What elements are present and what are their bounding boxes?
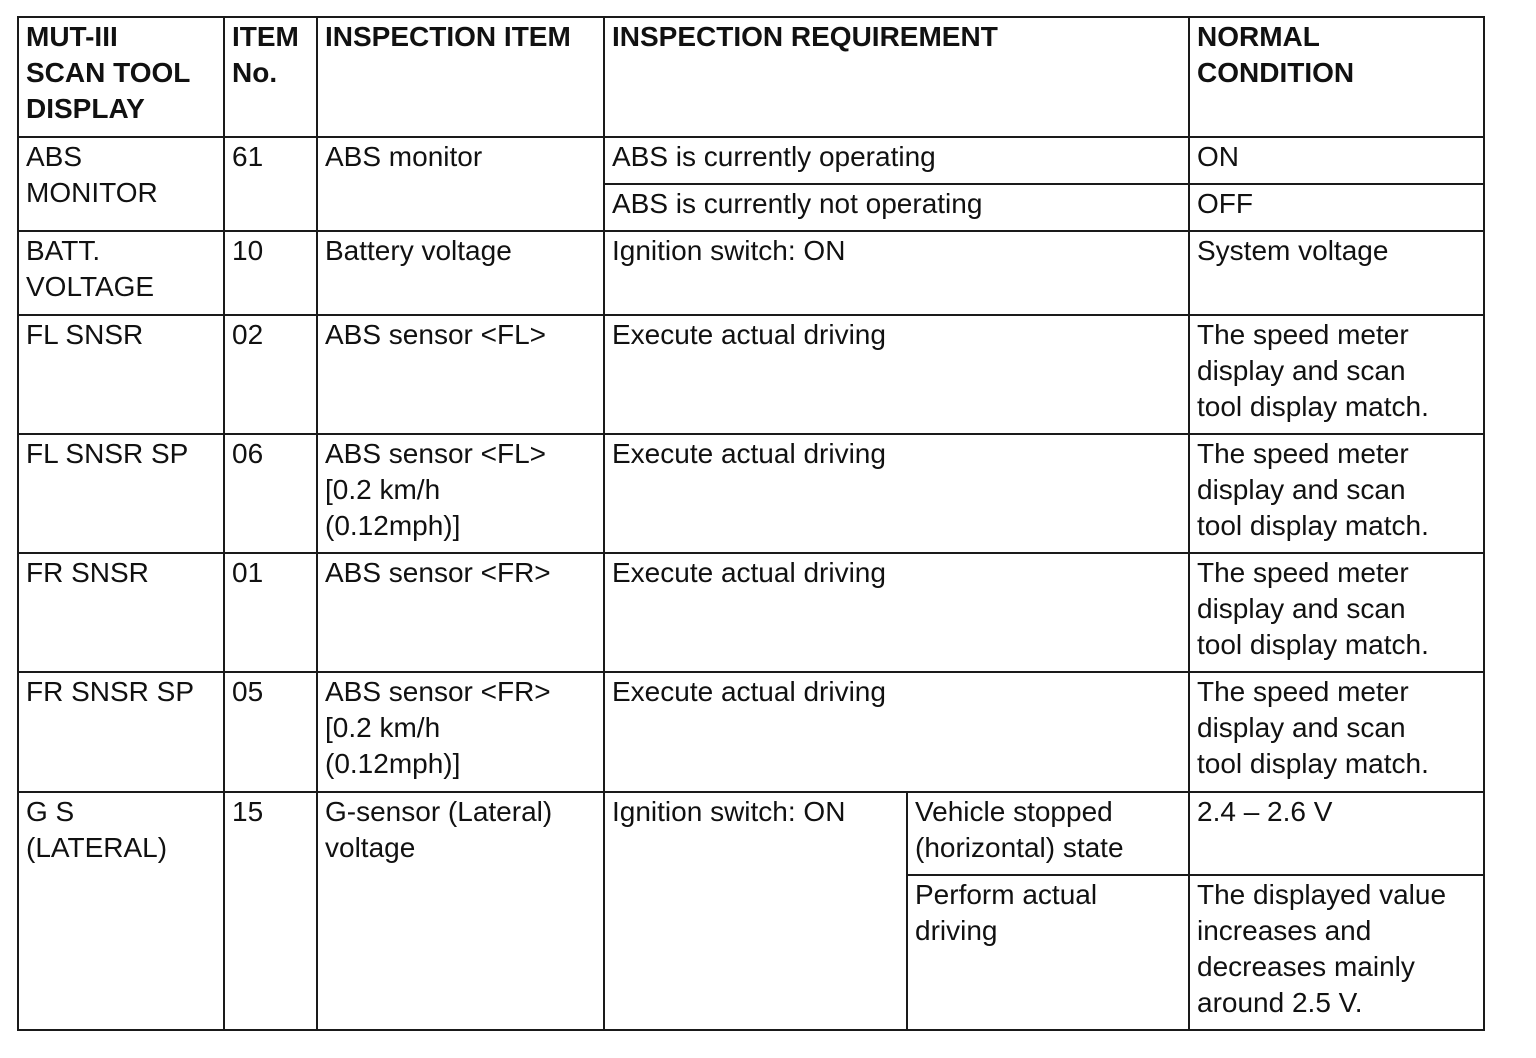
inspection-table bbox=[17, 16, 1485, 1031]
header-normal-condition: NORMAL CONDITION bbox=[1189, 17, 1484, 137]
cell-inspection-item: ABS monitor bbox=[317, 137, 604, 231]
cell-normal: The speed meter display and scan tool display match. bbox=[1189, 434, 1484, 553]
cell-display: FR SNSR SP bbox=[18, 672, 224, 792]
cell-item-no: 01 bbox=[224, 553, 317, 672]
header-display: MUT-III SCAN TOOL DISPLAY bbox=[18, 17, 224, 137]
table-row bbox=[18, 553, 1484, 672]
cell-inspection-item: ABS sensor <FL> [0.2 km/h (0.12mph)] bbox=[317, 434, 604, 553]
cell-display: ABS MONITOR bbox=[18, 137, 224, 231]
cell-item-no: 10 bbox=[224, 231, 317, 315]
cell-condition: Vehicle stopped (horizontal) state bbox=[907, 792, 1189, 875]
cell-display: FR SNSR bbox=[18, 553, 224, 672]
cell-item-no: 02 bbox=[224, 315, 317, 434]
cell-normal: ON bbox=[1189, 137, 1484, 184]
table-row bbox=[18, 137, 1484, 184]
cell-inspection-item: ABS sensor <FR> bbox=[317, 553, 604, 672]
cell-requirement: ABS is currently operating bbox=[604, 137, 1189, 184]
cell-requirement: Execute actual driving bbox=[604, 553, 1189, 672]
table-row bbox=[18, 434, 1484, 553]
cell-item-no: 15 bbox=[224, 792, 317, 1030]
cell-item-no: 05 bbox=[224, 672, 317, 792]
header-inspection-requirement: INSPECTION REQUIREMENT bbox=[604, 17, 1189, 137]
table-row bbox=[18, 792, 1484, 875]
cell-display: BATT. VOLTAGE bbox=[18, 231, 224, 315]
cell-requirement: Execute actual driving bbox=[604, 315, 1189, 434]
cell-inspection-item: ABS sensor <FL> bbox=[317, 315, 604, 434]
cell-display: FL SNSR bbox=[18, 315, 224, 434]
cell-inspection-item: G-sensor (Lateral) voltage bbox=[317, 792, 604, 1030]
cell-display: FL SNSR SP bbox=[18, 434, 224, 553]
table-row bbox=[18, 672, 1484, 792]
table-row bbox=[18, 315, 1484, 434]
cell-inspection-item: Battery voltage bbox=[317, 231, 604, 315]
cell-requirement: ABS is currently not operating bbox=[604, 184, 1189, 231]
cell-normal: The displayed value increases and decreases mainly around 2.5 V. bbox=[1189, 875, 1484, 1030]
cell-requirement: Execute actual driving bbox=[604, 672, 1189, 792]
cell-condition: Perform actual driving bbox=[907, 875, 1189, 1030]
header-item-no: ITEM No. bbox=[224, 17, 317, 137]
header-inspection-item: INSPECTION ITEM bbox=[317, 17, 604, 137]
cell-normal: The speed meter display and scan tool display match. bbox=[1189, 672, 1484, 792]
cell-requirement: Ignition switch: ON bbox=[604, 792, 907, 1030]
cell-requirement: Execute actual driving bbox=[604, 434, 1189, 553]
cell-display: G S (LATERAL) bbox=[18, 792, 224, 1030]
cell-normal: The speed meter display and scan tool display match. bbox=[1189, 315, 1484, 434]
cell-normal: OFF bbox=[1189, 184, 1484, 231]
cell-item-no: 61 bbox=[224, 137, 317, 231]
cell-requirement: Ignition switch: ON bbox=[604, 231, 1189, 315]
cell-normal: 2.4 – 2.6 V bbox=[1189, 792, 1484, 875]
header-row bbox=[18, 17, 1484, 137]
cell-normal: System voltage bbox=[1189, 231, 1484, 315]
cell-item-no: 06 bbox=[224, 434, 317, 553]
cell-inspection-item: ABS sensor <FR> [0.2 km/h (0.12mph)] bbox=[317, 672, 604, 792]
table-row bbox=[18, 231, 1484, 315]
cell-normal: The speed meter display and scan tool display match. bbox=[1189, 553, 1484, 672]
